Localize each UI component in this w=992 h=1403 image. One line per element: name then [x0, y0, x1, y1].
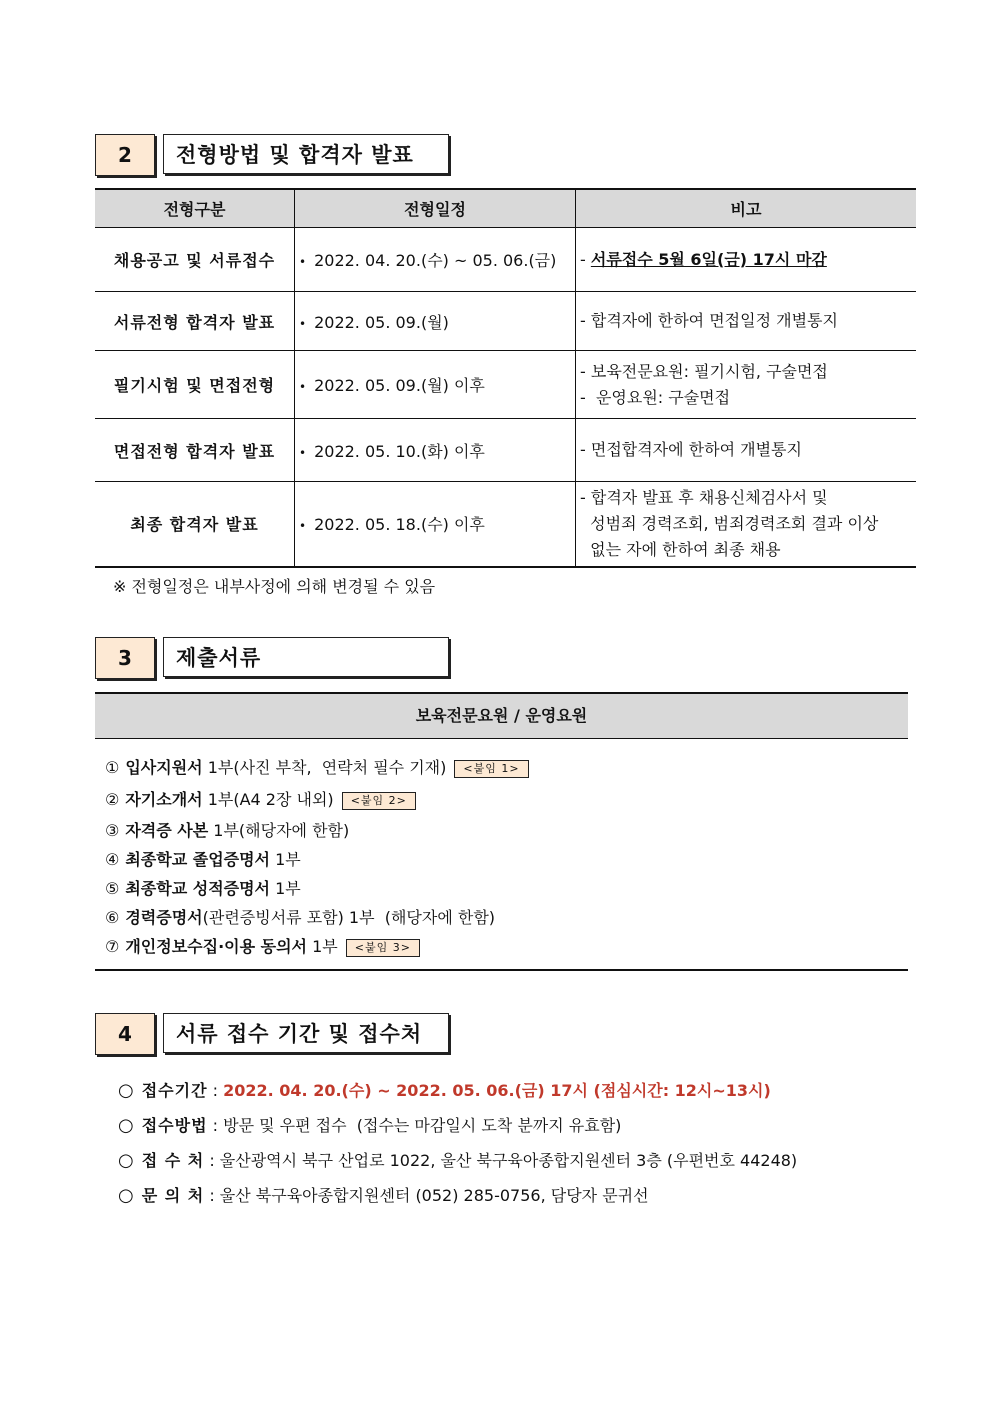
section-number: 3 [95, 637, 155, 679]
document-detail: 1부(해당자에 한함) [208, 821, 350, 840]
circle-bullet-icon: ○ [118, 1115, 134, 1136]
table-header-row [95, 189, 916, 228]
document-detail: 1부 [270, 879, 301, 898]
circle-bullet-icon: ○ [118, 1150, 134, 1171]
table-row [95, 482, 916, 567]
note-line: - 면접합격자에 한하여 개별통지 [580, 440, 802, 459]
stage-cell: 최종 합격자 발표 [95, 482, 295, 567]
item-number: ③ [105, 821, 120, 840]
item-number: ② [105, 790, 120, 809]
info-item [118, 1073, 797, 1108]
note-line: - 합격자 발표 후 채용신체검사서 및 [580, 487, 828, 507]
list-item [105, 874, 529, 903]
document-detail: 1부(A4 2장 내외) [202, 790, 334, 809]
receipt-info-list [118, 1073, 797, 1213]
stage-cell: 서류전형 합격자 발표 [95, 292, 295, 351]
item-number: ④ [105, 850, 120, 869]
attachment-badge: <붙임 1> [454, 760, 528, 778]
info-value: 2022. 04. 20.(수) ~ 2022. 05. 06.(금) 17시 (점심시간: 12시~13시) [223, 1081, 771, 1100]
date-text: 2022. 05. 18.(수) 이후 [314, 515, 485, 535]
note-line: - 서류접수 5월 6일(금) 17시 마감 [580, 249, 827, 269]
document-detail: 1부 [307, 937, 338, 956]
notes-cell [576, 482, 917, 567]
info-label: 접수방법 [141, 1116, 208, 1135]
date-cell [295, 292, 576, 351]
notes-cell [576, 228, 917, 292]
info-value: 방문 및 우편 접수 (접수는 마감일시 도착 분까지 유효함) [223, 1116, 622, 1135]
document-name: 자격증 사본 [125, 821, 209, 840]
section-number: 4 [95, 1013, 155, 1055]
document-name: 경력증명서 [125, 908, 203, 927]
notes-cell [576, 351, 917, 419]
item-number: ⑤ [105, 879, 120, 898]
schedule-table [95, 188, 916, 568]
list-item [105, 903, 529, 932]
document-name: 최종학교 졸업증명서 [125, 850, 271, 869]
document-name: 최종학교 성적증명서 [125, 879, 271, 898]
date-text: 2022. 04. 20.(수) ~ 05. 06.(금) [314, 251, 557, 270]
bullet-icon: • [299, 255, 307, 269]
stage-cell: 필기시험 및 면접전형 [95, 351, 295, 419]
table-row [95, 419, 916, 482]
date-text: 2022. 05. 09.(월) [314, 312, 449, 332]
info-value: 울산 북구육아종합지원센터 (052) 285-0756, 담당자 문귀선 [219, 1186, 649, 1205]
attachment-badge: <붙임 2> [342, 792, 416, 810]
circle-bullet-icon: ○ [118, 1185, 134, 1206]
note-line: - 보육전문요원: 필기시험, 구술면접 [580, 361, 828, 381]
document-name: 개인정보수집·이용 동의서 [125, 937, 308, 956]
info-label: 문 의 처 [141, 1186, 205, 1205]
section-title: 제출서류 [163, 637, 449, 677]
document-name: 자기소개서 [125, 790, 203, 809]
section-title: 전형방법 및 합격자 발표 [163, 134, 449, 174]
date-cell [295, 351, 576, 419]
list-item [105, 845, 529, 874]
info-item [118, 1178, 797, 1213]
bullet-icon: • [299, 380, 307, 394]
table-row [95, 351, 916, 419]
table-row [95, 292, 916, 351]
list-item [105, 752, 529, 784]
list-item [105, 816, 529, 845]
list-item [105, 932, 529, 962]
attachment-badge: <붙임 3> [346, 939, 420, 957]
date-text: 2022. 05. 09.(월) 이후 [314, 376, 485, 395]
separator: : [207, 1116, 224, 1135]
info-label: 접수기간 [141, 1081, 208, 1100]
note-line: 성범죄 경력조회, 범죄경력조회 결과 이상 [580, 513, 879, 533]
column-header: 전형일정 [295, 189, 576, 228]
date-text: 2022. 05. 10.(화) 이후 [314, 441, 485, 461]
list-item [105, 784, 529, 816]
column-header: 비고 [576, 189, 917, 228]
notes-cell [576, 419, 917, 482]
date-cell [295, 419, 576, 482]
deadline-text: 서류접수 5월 6일(금) 17시 마감 [590, 249, 827, 269]
date-cell [295, 228, 576, 292]
date-cell [295, 482, 576, 567]
separator: : [204, 1151, 220, 1170]
info-item [118, 1108, 797, 1143]
info-item [118, 1143, 797, 1178]
stage-cell: 채용공고 및 서류접수 [95, 228, 295, 292]
note-line: - 합격자에 한하여 면접일정 개별통지 [580, 311, 838, 330]
section-title: 서류 접수 기간 및 접수처 [163, 1013, 449, 1053]
section-number: 2 [95, 134, 155, 176]
document-detail: 1부 [270, 850, 301, 869]
bullet-icon: • [299, 445, 307, 460]
bullet-icon: • [299, 316, 307, 331]
info-value: 울산광역시 북구 산업로 1022, 울산 북구육아종합지원센터 3층 (우편번호 44248) [219, 1151, 798, 1170]
document-detail: (관련증빙서류 포함) 1부 (해당자에 한함) [202, 908, 496, 927]
table-row [95, 228, 916, 292]
item-number: ⑦ [105, 937, 120, 956]
item-number: ⑥ [105, 908, 120, 927]
separator: : [207, 1081, 224, 1100]
stage-cell: 면접전형 합격자 발표 [95, 419, 295, 482]
document-detail: 1부(사진 부착, 연락처 필수 기재) [202, 758, 447, 777]
bullet-icon: • [299, 519, 307, 534]
notes-cell [576, 292, 917, 351]
note-line: - 운영요원: 구술면접 [580, 387, 731, 407]
schedule-note: ※ 전형일정은 내부사정에 의해 변경될 수 있음 [113, 577, 436, 596]
separator: : [204, 1186, 220, 1205]
document-name: 입사지원서 [125, 758, 203, 777]
item-number: ① [105, 758, 120, 777]
note-line: 없는 자에 한하여 최종 채용 [580, 539, 781, 559]
documents-header: 보육전문요원 / 운영요원 [95, 692, 908, 739]
column-header: 전형구분 [95, 189, 295, 228]
circle-bullet-icon: ○ [118, 1080, 134, 1101]
divider [95, 969, 908, 971]
info-label: 접 수 처 [141, 1151, 205, 1170]
documents-list [105, 752, 529, 962]
